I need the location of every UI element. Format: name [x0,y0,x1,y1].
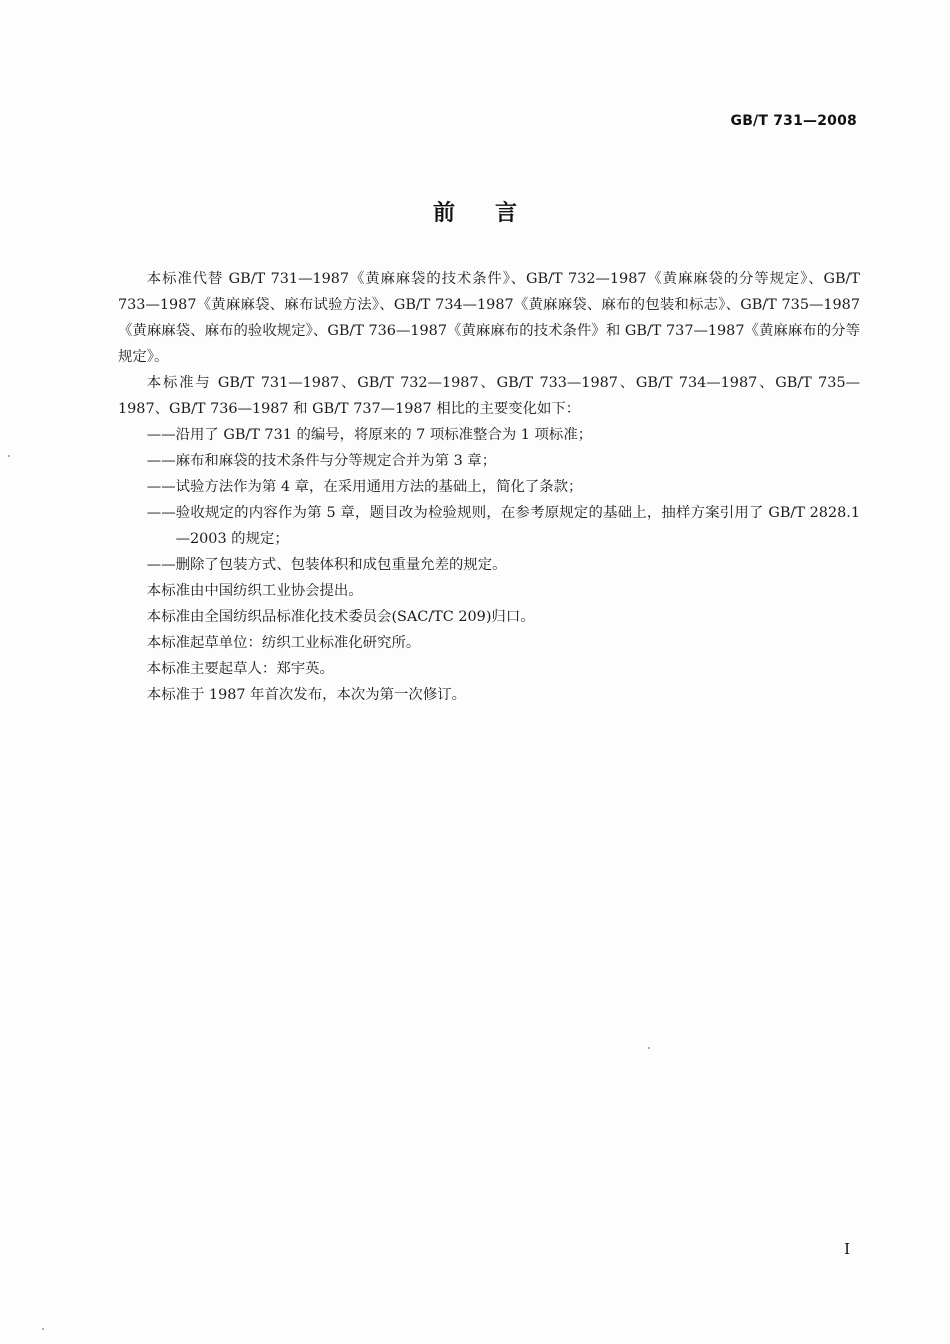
paragraph-history: 本标准于 1987 年首次发布，本次为第一次修订。 [146,687,466,703]
paragraph-administered-by: 本标准由全国纺织品标准化技术委员会(SAC/TC 209)归口。 [146,609,535,625]
paragraph-replaces: 本标准代替 GB/T 731—1987《黄麻麻袋的技术条件》、GB/T 732—1987《黄麻麻袋的分等规定》、GB/T 733—1987《黄麻麻袋、麻布试验方法》、GB/T 734—1987《黄麻麻袋、麻布的包装和标志》、GB/T 735—1987《黄麻麻袋、麻布的验收规定》、GB/T 736—1987《黄麻麻布的技术条件》和 GB/T 737—1987《黄麻麻布的分等规定》。 [118,271,860,365]
page-title: 前言 [432,201,557,226]
scan-speck [648,1047,650,1049]
page-number: I [844,1240,850,1258]
standard-code: GB/T 731—2008 [730,113,857,129]
change-item: ——验收规定的内容作为第 5 章，题目改为检验规则，在参考原规定的基础上，抽样方案引用了 GB/T 2828.1—2003 的规定； [146,505,860,547]
change-item: ——麻布和麻袋的技术条件与分等规定合并为第 3 章； [146,453,497,469]
paragraph-drafters: 本标准主要起草人：郑宇英。 [146,661,334,677]
paragraph-changes-intro: 本标准与 GB/T 731—1987、GB/T 732—1987、GB/T 733—1987、GB/T 734—1987、GB/T 735—1987、GB/T 736—1987 和 GB/T 737—1987 相比的主要变化如下： [118,375,860,417]
scan-speck [8,455,10,457]
foreword-body [118,266,860,708]
scan-speck [42,1328,44,1330]
paragraph-drafting-unit: 本标准起草单位：纺织工业标准化研究所。 [146,635,421,651]
change-item: ——沿用了 GB/T 731 的编号，将原来的 7 项标准整合为 1 项标准； [146,427,593,443]
paragraph-proposed-by: 本标准由中国纺织工业协会提出。 [146,583,363,599]
change-item: ——试验方法作为第 4 章，在采用通用方法的基础上，简化了条款； [146,479,583,495]
change-item: ——删除了包装方式、包装体积和成包重量允差的规定。 [146,557,507,573]
